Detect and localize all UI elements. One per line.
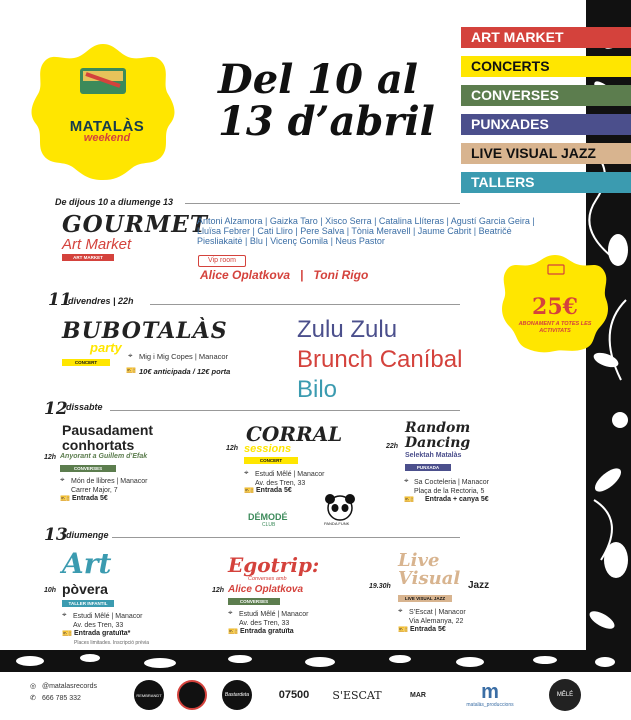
random-venue1: Sa Cocteleria | Manacor [414,479,489,486]
bubotalas-subtitle: party [90,340,122,355]
live-visual-ticket: Entrada 5€ [410,626,446,633]
category-art-market: ART MARKET [461,27,631,48]
sponsor-logo-2 [175,678,209,712]
live-visual-venue1: S’Escat | Manacor [409,609,466,616]
decorative-pattern-bottom [0,650,631,672]
location-pin-icon: ⌖ [128,351,133,360]
day11-number: 11 [48,290,72,310]
corral-venue1: Estudi Mêlé | Manacor [255,471,325,478]
egotrip-time: 12h [212,587,225,594]
location-pin-icon: ⌖ [62,610,67,619]
live-visual-time: 19.30h [369,583,391,590]
logo-subtitle: weekend [83,132,131,144]
panda-funk-logo: PANDA FUNK [324,521,350,526]
headline-line1: Del 10 al [218,56,418,103]
pausadament-venue1: Món de llibres | Manacor [71,478,148,485]
day11-label: divendres | 22h [68,296,134,306]
egotrip-tag: CONVERSES [228,598,280,605]
location-pin-icon: ⌖ [244,468,249,477]
day12-label: dissabte [66,402,103,412]
art-povera-title2: pòvera [62,581,108,597]
live-visual-tag: LIVE VISUAL JAZZ [398,595,452,602]
random-time: 22h [386,443,399,450]
sponsor-sescat-logo: S'ESCAT [332,688,382,702]
egotrip-ticket: Entrada gratuïta [240,628,294,635]
location-pin-icon: ⌖ [404,476,409,485]
category-concerts: CONCERTS [461,56,631,77]
corral-ticket: Entrada 5€ [256,487,292,494]
gourmet-artists-line3: Piesliakaitė | Blu | Vicenç Gomila | Neus Pastor [197,236,385,246]
ticket-icon: 🎫 [228,627,238,636]
sponsor-rembrandt-logo: REMBRANDT [132,678,166,712]
pausadament-title2: conhortats [62,437,135,453]
day13-label: diumenge [66,530,109,540]
sponsor-matalas-produccions-logo: m matalàs_produccions [466,681,514,708]
sponsor-mar-logo: MAR [410,691,426,699]
corral-venue2: Av. des Tren, 33 [255,480,306,487]
gourmet-tag: ART MARKET [62,254,114,261]
location-pin-icon: ⌖ [398,606,403,615]
ticket-icon: 🎫 [60,494,70,503]
random-title1: Random [405,420,471,436]
egotrip-venue1: Estudi Mêlé | Manacor [239,611,309,618]
egotrip-subtitle: Converses amb [248,576,287,582]
live-visual-title1: Live [398,550,440,571]
price-note: ABONAMENT A TOTES LES ACTIVITATS [518,321,592,334]
ticket-icon: 🎫 [244,486,254,495]
pausadament-tag: CONVERSES [60,465,116,472]
pausadament-venue2: Carrer Major, 7 [71,487,118,494]
corral-title: CORRAL [246,422,343,446]
art-povera-venue2: Av. des Tren, 33 [73,622,124,629]
location-pin-icon: ⌖ [60,475,65,484]
pausadament-title1: Pausadament [62,422,154,438]
egotrip-name: Alice Oplatkova [228,584,304,595]
day11-venue: Mig i Mig Copes | Manacor [139,352,229,361]
bubotalas-title: BUBOTALÀS [62,318,228,344]
band-bilo: Bilo [297,376,338,403]
gourmet-title: GOURMET [62,211,208,238]
vip-room-label: Vip room [198,255,246,267]
price-value: 25€ [532,294,578,320]
gourmet-dates: De dijous 10 a diumenge 13 [55,197,174,207]
category-tallers: TALLERS [461,172,631,193]
art-povera-ticket: Entrada gratuïta* [74,630,131,637]
art-povera-time: 10h [44,587,57,594]
live-visual-venue2: Via Alemanya, 22 [409,618,464,625]
phone-icon: ✆ [30,695,36,702]
vip-room-names: Alice Oplatkova | Toni Rigo [200,268,369,282]
random-venue2: Plaça de la Rectoria, 5 [414,488,485,495]
phone-number: 666 785 332 [42,695,81,702]
live-visual-jazz: Jazz [468,580,490,591]
category-live-visual-jazz: LIVE VISUAL JAZZ [461,143,631,164]
category-converses: CONVERSES [461,85,631,106]
ticket-icon: 🎫 [404,495,414,504]
art-povera-tag: TALLER INFANTIL [62,600,114,607]
day13-number: 13 [44,525,68,545]
gourmet-artists-line2: Lluïsa Febrer | Cati Lliro | Pere Salva | Tònia Meravell | Jaume Cabrit | Beatričė [197,226,512,236]
band-brunch-canibal: Brunch Caníbal [297,346,463,373]
headline-line2: 13 d’abril [218,98,435,145]
logo-title: MATALÀS [69,118,145,135]
corral-subtitle: sessions [244,443,292,455]
art-povera-venue1: Estudi Mêlé | Manacor [73,613,143,620]
egotrip-title: Egotrip: [228,553,320,577]
corral-tag: CONCERT [244,457,298,464]
ticket-icon: 🎫 [62,629,72,638]
pausadament-ticket: Entrada 5€ [72,495,108,502]
random-tag: PUNXADA [405,464,451,471]
random-subtitle: Selektah Matalàs [405,452,462,459]
location-pin-icon: ⌖ [228,608,233,617]
live-visual-title2: Visual [398,568,461,589]
random-ticket: Entrada + canya 5€ [425,496,489,503]
mattress-icon [80,68,126,94]
sponsor-mele-logo: MÊLÉ [548,678,582,712]
matalas-logo-badge [28,42,178,182]
day11-ticket: 10€ anticipada / 12€ porta [139,367,231,376]
gourmet-artists-line1: Antoni Alzamora | Gaizka Taro | Xisco Serra | Catalina Llíteras | Agustí Garcia Geira | [197,216,535,226]
ticket-icon: 🎫 [126,366,136,375]
pausadament-time: 12h [44,454,57,461]
panda-icon [322,494,358,522]
bubotalas-tag: CONCERT [62,359,110,366]
instagram-icon: ◎ [30,683,37,690]
instagram-handle[interactable]: @matalasrecords [42,683,97,690]
art-povera-note: Places limitades. Inscripció prèvia [74,640,150,646]
random-title2: Dancing [405,435,471,451]
corral-time: 12h [226,445,239,452]
egotrip-venue2: Av. des Tren, 33 [239,620,290,627]
demode-logo: DÉMODÉ [248,512,288,522]
art-povera-title1: Art [62,547,112,580]
ticket-icon: 🎫 [398,625,408,634]
pausadament-subtitle: Anyorant a Guillem d’Efak [60,453,148,460]
band-zulu-zulu: Zulu Zulu [297,316,398,343]
sponsor-bastardeta-logo: Bastardeta [220,678,254,712]
demode-logo-sub: CLUB [262,522,276,528]
day12-number: 12 [44,399,68,419]
sponsor-07500-logo: 07500 [278,689,310,701]
category-punxades: PUNXADES [461,114,631,135]
gourmet-subtitle: Art Market [62,236,132,253]
